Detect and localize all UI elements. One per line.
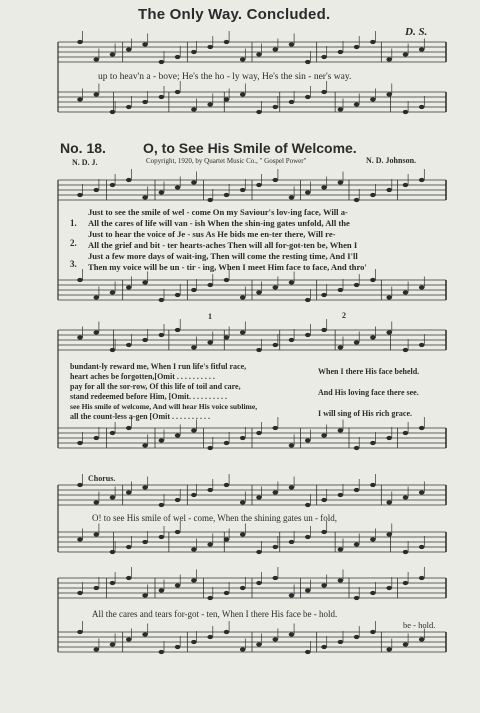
note-head <box>224 40 230 44</box>
note-head <box>289 540 295 544</box>
note-head <box>370 193 376 197</box>
note-head <box>77 278 83 282</box>
note-head <box>240 188 246 192</box>
note-head <box>256 642 262 646</box>
note-head <box>419 285 425 289</box>
note-head <box>354 198 360 202</box>
note-head <box>110 581 116 585</box>
note-head <box>305 298 311 302</box>
note-head <box>191 578 197 582</box>
ending-line: I will sing of His rich grace. <box>318 409 412 418</box>
note-head <box>142 632 148 636</box>
verse-line: Just to hear the voice of Je - sus As He bids me en-ter there, Will re- <box>88 229 336 239</box>
note-head <box>273 47 279 51</box>
note-head <box>240 647 246 651</box>
note-head <box>338 345 344 349</box>
note-head <box>94 330 100 334</box>
note-head <box>321 530 327 534</box>
chorus-tail-lyric: be - hold. <box>403 620 436 630</box>
note-head <box>370 278 376 282</box>
note-head <box>94 500 100 504</box>
note-head <box>289 485 295 489</box>
note-head <box>370 630 376 634</box>
note-head <box>321 90 327 94</box>
note-head <box>386 57 392 61</box>
note-head <box>159 588 165 592</box>
note-head <box>321 645 327 649</box>
verse-line: Just to see the smile of wel - come On my Saviour's lov-ing face, Will a- <box>88 207 348 217</box>
note-head <box>386 500 392 504</box>
note-head <box>159 438 165 442</box>
note-head <box>338 107 344 111</box>
note-head <box>305 190 311 194</box>
note-head <box>207 596 213 600</box>
note-head <box>321 433 327 437</box>
note-head <box>305 588 311 592</box>
note-head <box>191 180 197 184</box>
note-head <box>403 550 409 554</box>
note-head <box>240 330 246 334</box>
note-head <box>191 547 197 551</box>
note-head <box>338 50 344 54</box>
note-head <box>338 640 344 644</box>
note-head <box>94 92 100 96</box>
note-head <box>94 57 100 61</box>
note-head <box>142 42 148 46</box>
note-head <box>305 438 311 442</box>
note-head <box>142 540 148 544</box>
note-head <box>126 105 132 109</box>
note-head <box>419 545 425 549</box>
note-head <box>321 55 327 59</box>
note-head <box>126 47 132 51</box>
note-head <box>126 343 132 347</box>
hymn-number: No. 18. <box>60 140 106 156</box>
note-head <box>207 283 213 287</box>
note-head <box>338 578 344 582</box>
note-head <box>354 635 360 639</box>
verse-number-3: 3. <box>70 259 77 269</box>
note-head <box>354 488 360 492</box>
note-head <box>419 426 425 430</box>
note-head <box>386 532 392 536</box>
note-head <box>256 550 262 554</box>
note-head <box>224 97 230 101</box>
note-head <box>240 532 246 536</box>
note-head <box>126 178 132 182</box>
note-head <box>94 436 100 440</box>
note-head <box>175 90 181 94</box>
note-head <box>175 530 181 534</box>
note-head <box>305 535 311 539</box>
note-head <box>126 637 132 641</box>
verse-line: All the cares of life will van - ish When the shin-ing gates unfold, All the <box>88 218 350 228</box>
note-head <box>305 95 311 99</box>
note-head <box>273 490 279 494</box>
note-head <box>77 40 83 44</box>
note-head <box>207 102 213 106</box>
note-head <box>110 348 116 352</box>
note-head <box>403 642 409 646</box>
note-head <box>338 547 344 551</box>
note-head <box>403 110 409 114</box>
refrain-line: bundant-ly reward me, When I run life's fitful race, <box>70 362 247 371</box>
note-head <box>386 295 392 299</box>
note-head <box>224 335 230 339</box>
note-head <box>77 335 83 339</box>
note-head <box>338 493 344 497</box>
verse-number-1: 1. <box>70 218 77 228</box>
note-head <box>386 330 392 334</box>
note-head <box>224 537 230 541</box>
note-head <box>419 47 425 51</box>
note-head <box>338 180 344 184</box>
note-head <box>240 295 246 299</box>
note-head <box>77 97 83 101</box>
note-head <box>142 100 148 104</box>
verse-number-2: 2. <box>70 238 77 248</box>
first-ending-number: 1 <box>208 312 212 321</box>
note-head <box>110 52 116 56</box>
note-head <box>386 436 392 440</box>
note-head <box>207 635 213 639</box>
note-head <box>289 42 295 46</box>
note-head <box>77 630 83 634</box>
note-head <box>419 343 425 347</box>
refrain-line: see His smile of welcome, And will hear His voice sublime, <box>70 402 258 411</box>
note-head <box>403 183 409 187</box>
ending-line: And His loving face there see. <box>318 388 419 397</box>
note-head <box>207 45 213 49</box>
note-head <box>77 537 83 541</box>
note-head <box>110 431 116 435</box>
note-head <box>289 338 295 342</box>
note-head <box>305 503 311 507</box>
note-head <box>191 345 197 349</box>
note-head <box>77 483 83 487</box>
refrain-line: all the count-less a-gen [Omit . . . . . . . . . . <box>70 412 210 421</box>
note-head <box>240 436 246 440</box>
note-head <box>94 188 100 192</box>
note-head <box>126 426 132 430</box>
note-head <box>256 290 262 294</box>
note-head <box>240 500 246 504</box>
copyright-notice: Copyright, 1920, by Quartet Music Co., " Gospel Power" <box>146 157 307 165</box>
note-head <box>289 632 295 636</box>
note-head <box>207 198 213 202</box>
note-head <box>94 532 100 536</box>
note-head <box>419 490 425 494</box>
verse-line: Just a few more days of wait-ing, Then will come the resting time, And I'll <box>88 251 358 261</box>
note-head <box>256 183 262 187</box>
note-head <box>159 298 165 302</box>
note-head <box>256 348 262 352</box>
note-head <box>273 426 279 430</box>
note-head <box>159 190 165 194</box>
lyricist-initials: N. D. J. <box>72 158 98 167</box>
note-head <box>419 576 425 580</box>
note-head <box>403 581 409 585</box>
note-head <box>289 280 295 284</box>
note-head <box>175 645 181 649</box>
note-head <box>403 52 409 56</box>
note-head <box>419 105 425 109</box>
note-head <box>191 640 197 644</box>
note-head <box>191 288 197 292</box>
second-ending-number: 2 <box>342 311 346 320</box>
continuation-title: The Only Way. Concluded. <box>138 6 331 23</box>
note-head <box>175 433 181 437</box>
note-head <box>321 293 327 297</box>
refrain-line: heart aches be forgotten,[Omit . . . . . . . . . . <box>70 372 215 381</box>
note-head <box>207 488 213 492</box>
note-head <box>273 105 279 109</box>
note-head <box>419 178 425 182</box>
note-head <box>142 593 148 597</box>
note-head <box>419 637 425 641</box>
chorus-label: Chorus. <box>88 474 116 483</box>
refrain-line: stand redeemed before Him, [Omit. . . . . . . . . . <box>70 392 228 401</box>
note-head <box>175 328 181 332</box>
note-head <box>224 278 230 282</box>
note-head <box>110 495 116 499</box>
note-head <box>256 581 262 585</box>
note-head <box>386 92 392 96</box>
note-head <box>321 328 327 332</box>
chorus-lyric-line: O! to see His smile of wel - come, When the shining gates un - fold, <box>92 513 338 523</box>
note-head <box>240 586 246 590</box>
note-head <box>224 441 230 445</box>
note-head <box>273 576 279 580</box>
note-head <box>305 650 311 654</box>
note-head <box>240 92 246 96</box>
note-head <box>370 335 376 339</box>
note-head <box>354 102 360 106</box>
note-head <box>240 57 246 61</box>
dal-segno-mark: D. S. <box>405 26 428 38</box>
note-head <box>370 537 376 541</box>
note-head <box>370 441 376 445</box>
note-head <box>77 591 83 595</box>
note-head <box>224 193 230 197</box>
note-head <box>110 642 116 646</box>
note-head <box>142 485 148 489</box>
note-head <box>191 493 197 497</box>
note-head <box>273 637 279 641</box>
note-head <box>370 483 376 487</box>
note-head <box>175 293 181 297</box>
note-head <box>338 288 344 292</box>
note-head <box>207 340 213 344</box>
note-head <box>289 443 295 447</box>
note-head <box>305 333 311 337</box>
note-head <box>159 535 165 539</box>
note-head <box>175 498 181 502</box>
note-head <box>126 545 132 549</box>
note-head <box>386 647 392 651</box>
note-head <box>224 483 230 487</box>
note-head <box>224 591 230 595</box>
note-head <box>77 441 83 445</box>
note-head <box>126 285 132 289</box>
note-head <box>77 193 83 197</box>
note-head <box>94 586 100 590</box>
note-head <box>354 340 360 344</box>
note-head <box>207 446 213 450</box>
note-head <box>175 583 181 587</box>
note-head <box>338 428 344 432</box>
note-head <box>126 490 132 494</box>
note-head <box>370 97 376 101</box>
note-head <box>110 550 116 554</box>
note-head <box>175 185 181 189</box>
verse-line: Then my voice will be un - tir - ing, When I meet Him face to face, And thro' <box>88 262 367 272</box>
note-head <box>403 495 409 499</box>
note-head <box>370 591 376 595</box>
note-head <box>159 333 165 337</box>
note-head <box>224 630 230 634</box>
note-head <box>256 110 262 114</box>
note-head <box>370 40 376 44</box>
refrain-line: pay for all the sor-row, Of this life of toil and care, <box>70 382 241 391</box>
note-head <box>386 188 392 192</box>
note-head <box>94 647 100 651</box>
note-head <box>273 343 279 347</box>
note-head <box>354 446 360 450</box>
note-head <box>256 495 262 499</box>
note-head <box>289 100 295 104</box>
note-head <box>256 52 262 56</box>
note-head <box>159 503 165 507</box>
note-head <box>321 185 327 189</box>
note-head <box>403 348 409 352</box>
composer-name: N. D. Johnson. <box>366 156 417 165</box>
note-head <box>142 195 148 199</box>
note-head <box>159 60 165 64</box>
note-head <box>305 60 311 64</box>
chorus-lyric-line: All the cares and tears for-got - ten, When I there His face be - hold. <box>92 609 338 619</box>
note-head <box>273 178 279 182</box>
note-head <box>142 338 148 342</box>
note-head <box>126 576 132 580</box>
note-head <box>289 593 295 597</box>
note-head <box>273 285 279 289</box>
note-head <box>191 50 197 54</box>
note-head <box>403 431 409 435</box>
note-head <box>354 542 360 546</box>
note-head <box>175 55 181 59</box>
verse-line: All the grief and bit - ter hearts-aches Then will all for-got-ten be, When I <box>88 240 358 250</box>
top-lyric-line: up to heav'n a - bove; He's the ho - ly way, He's the sin - ner's way. <box>98 72 352 82</box>
note-head <box>207 542 213 546</box>
hymn-title: O, to See His Smile of Welcome. <box>143 140 357 156</box>
note-head <box>321 583 327 587</box>
note-head <box>159 650 165 654</box>
note-head <box>386 586 392 590</box>
note-head <box>94 295 100 299</box>
note-head <box>354 596 360 600</box>
ending-line: When I there His face beheld. <box>318 367 420 376</box>
note-head <box>110 110 116 114</box>
note-head <box>110 290 116 294</box>
note-head <box>354 45 360 49</box>
note-head <box>273 545 279 549</box>
note-head <box>191 428 197 432</box>
note-head <box>142 443 148 447</box>
note-head <box>159 95 165 99</box>
note-head <box>354 283 360 287</box>
note-head <box>256 431 262 435</box>
note-head <box>191 107 197 111</box>
note-head <box>321 498 327 502</box>
note-head <box>142 280 148 284</box>
note-head <box>289 195 295 199</box>
note-head <box>403 290 409 294</box>
note-head <box>110 183 116 187</box>
